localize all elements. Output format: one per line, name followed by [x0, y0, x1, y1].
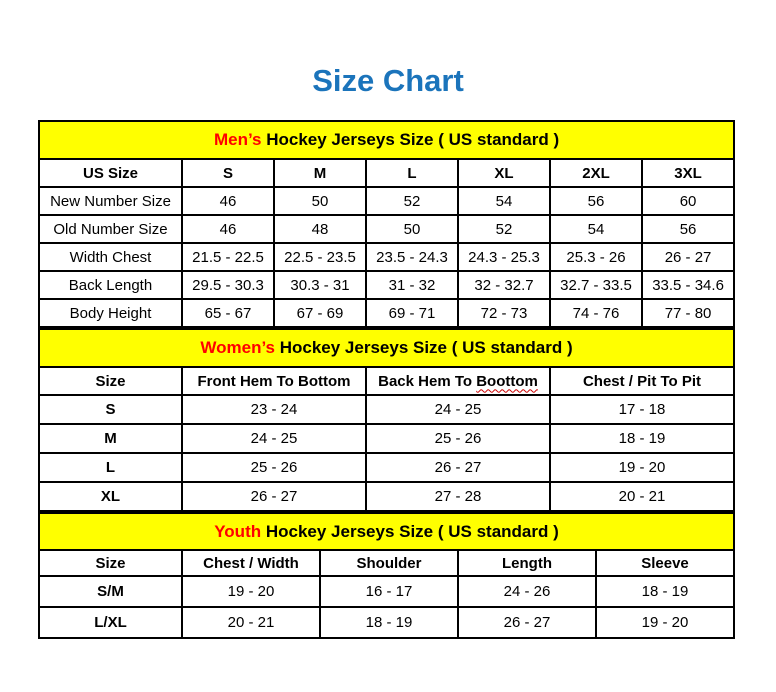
womens-table-row [39, 453, 734, 482]
womens-value-cell: 17 - 18 [550, 395, 734, 424]
womens-value-cell: 26 - 27 [182, 482, 366, 511]
youth-table-row [39, 607, 734, 638]
mens-value-cell: 52 [366, 187, 458, 215]
mens-column-header: US Size [39, 159, 182, 187]
youth-column-header: Size [39, 550, 182, 576]
mens-column-header: S [182, 159, 274, 187]
womens-row-label: L [39, 453, 182, 482]
mens-value-cell: 50 [274, 187, 366, 215]
womens-value-cell: 25 - 26 [366, 424, 550, 453]
size-tables-container [38, 120, 733, 639]
youth-column-header: Shoulder [320, 550, 458, 576]
womens-value-cell: 18 - 19 [550, 424, 734, 453]
page-title: Size Chart [312, 63, 464, 98]
womens-table-row [39, 395, 734, 424]
mens-value-cell: 24.3 - 25.3 [458, 243, 550, 271]
youth-column-header: Chest / Width [182, 550, 320, 576]
womens-value-cell: 24 - 25 [182, 424, 366, 453]
youth-value-cell: 26 - 27 [458, 607, 596, 638]
youth-banner-accent: Youth [214, 521, 262, 541]
mens-value-cell: 69 - 71 [366, 299, 458, 327]
womens-banner [39, 329, 734, 367]
mens-value-cell: 52 [458, 215, 550, 243]
mens-value-cell: 23.5 - 24.3 [366, 243, 458, 271]
mens-row-label: Back Length [39, 271, 182, 299]
mens-table-row [39, 187, 734, 215]
womens-table-row [39, 424, 734, 453]
youth-row-label: S/M [39, 576, 182, 607]
youth-value-cell: 19 - 20 [596, 607, 734, 638]
mens-row-label: Old Number Size [39, 215, 182, 243]
womens-row-label: XL [39, 482, 182, 511]
mens-table-row [39, 215, 734, 243]
youth-value-cell: 24 - 26 [458, 576, 596, 607]
mens-column-header: M [274, 159, 366, 187]
mens-value-cell: 50 [366, 215, 458, 243]
mens-banner-accent: Men’s [213, 130, 262, 149]
womens-column-header: Back Hem To Boottom [366, 367, 550, 395]
mens-value-cell: 54 [458, 187, 550, 215]
womens-value-cell: 24 - 25 [366, 395, 550, 424]
mens-table-row [39, 299, 734, 327]
mens-value-cell: 22.5 - 23.5 [274, 243, 366, 271]
mens-value-cell: 67 - 69 [274, 299, 366, 327]
womens-row-label: M [39, 424, 182, 453]
mens-value-cell: 54 [550, 215, 642, 243]
womens-size-table [38, 328, 735, 512]
youth-banner-text: Hockey Jerseys Size ( US standard ) [261, 521, 559, 541]
mens-value-cell: 46 [182, 215, 274, 243]
mens-value-cell: 31 - 32 [366, 271, 458, 299]
womens-value-cell: 20 - 21 [550, 482, 734, 511]
mens-value-cell: 65 - 67 [182, 299, 274, 327]
mens-banner-text: Hockey Jerseys Size ( US standard ) [261, 130, 560, 149]
mens-value-cell: 21.5 - 22.5 [182, 243, 274, 271]
mens-column-header: 3XL [642, 159, 734, 187]
mens-value-cell: 30.3 - 31 [274, 271, 366, 299]
mens-value-cell: 32.7 - 33.5 [550, 271, 642, 299]
mens-row-label: New Number Size [39, 187, 182, 215]
youth-size-table [38, 512, 735, 639]
mens-value-cell: 56 [642, 215, 734, 243]
mens-value-cell: 32 - 32.7 [458, 271, 550, 299]
womens-value-cell: 25 - 26 [182, 453, 366, 482]
spellcheck-underline: Boottom [476, 372, 538, 390]
womens-row-label: S [39, 395, 182, 424]
youth-value-cell: 20 - 21 [182, 607, 320, 638]
mens-value-cell: 56 [550, 187, 642, 215]
youth-value-cell: 16 - 17 [320, 576, 458, 607]
mens-value-cell: 60 [642, 187, 734, 215]
womens-column-header: Front Hem To Bottom [182, 367, 366, 395]
womens-value-cell: 27 - 28 [366, 482, 550, 511]
mens-table-row [39, 271, 734, 299]
youth-table-row [39, 576, 734, 607]
mens-column-header: 2XL [550, 159, 642, 187]
youth-banner [39, 513, 734, 550]
mens-value-cell: 46 [182, 187, 274, 215]
mens-column-header: L [366, 159, 458, 187]
youth-value-cell: 18 - 19 [320, 607, 458, 638]
womens-banner-text: Hockey Jerseys Size ( US standard ) [275, 338, 573, 357]
youth-column-header: Sleeve [596, 550, 734, 576]
womens-value-cell: 26 - 27 [366, 453, 550, 482]
mens-table-row [39, 243, 734, 271]
mens-column-header: XL [458, 159, 550, 187]
mens-value-cell: 74 - 76 [550, 299, 642, 327]
mens-size-table [38, 120, 735, 328]
mens-row-label: Width Chest [39, 243, 182, 271]
mens-value-cell: 29.5 - 30.3 [182, 271, 274, 299]
youth-value-cell: 18 - 19 [596, 576, 734, 607]
mens-value-cell: 48 [274, 215, 366, 243]
womens-value-cell: 23 - 24 [182, 395, 366, 424]
mens-value-cell: 72 - 73 [458, 299, 550, 327]
womens-column-header: Size [39, 367, 182, 395]
womens-value-cell: 19 - 20 [550, 453, 734, 482]
womens-column-header: Chest / Pit To Pit [550, 367, 734, 395]
mens-row-label: Body Height [39, 299, 182, 327]
mens-banner [39, 121, 734, 159]
womens-banner-accent: Women’s [200, 338, 275, 357]
youth-column-header: Length [458, 550, 596, 576]
mens-value-cell: 26 - 27 [642, 243, 734, 271]
womens-table-row [39, 482, 734, 511]
mens-value-cell: 77 - 80 [642, 299, 734, 327]
mens-value-cell: 33.5 - 34.6 [642, 271, 734, 299]
mens-value-cell: 25.3 - 26 [550, 243, 642, 271]
youth-value-cell: 19 - 20 [182, 576, 320, 607]
youth-row-label: L/XL [39, 607, 182, 638]
